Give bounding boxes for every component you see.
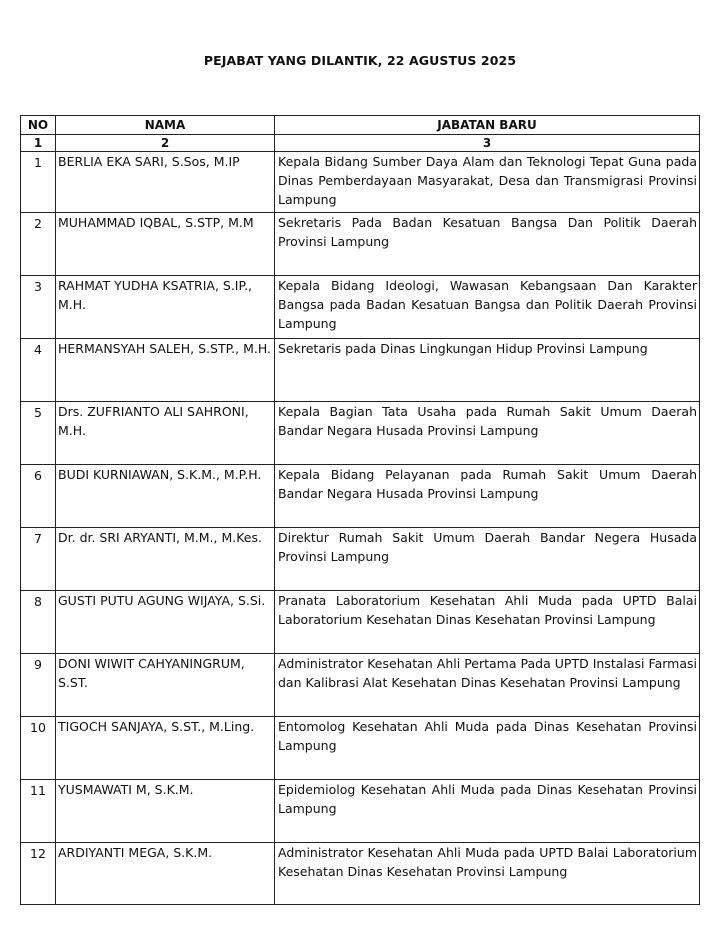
- row-number: 8: [21, 591, 56, 654]
- row-number: 9: [21, 654, 56, 717]
- column-number-jabatan: 3: [275, 135, 700, 152]
- official-name: GUSTI PUTU AGUNG WIJAYA, S.Si.: [56, 591, 275, 654]
- row-number: 5: [21, 402, 56, 465]
- new-position: Kepala Bidang Ideologi, Wawasan Kebangsaan Dan Karakter Bangsa pada Badan Kesatuan Bangsa dan Politik Daerah Provinsi Lampung: [275, 276, 700, 339]
- page-title: PEJABAT YANG DILANTIK, 22 AGUSTUS 2025: [203, 53, 517, 68]
- column-number-no: 1: [21, 135, 56, 152]
- row-number: 12: [21, 843, 56, 905]
- table-row: [21, 276, 700, 339]
- new-position: Direktur Rumah Sakit Umum Daerah Bandar Negera Husada Provinsi Lampung: [275, 528, 700, 591]
- table-row: [21, 528, 700, 591]
- table-row: [21, 780, 700, 843]
- new-position: Kepala Bagian Tata Usaha pada Rumah Sakit Umum Daerah Bandar Negara Husada Provinsi Lampung: [275, 402, 700, 465]
- row-number: 1: [21, 152, 56, 213]
- column-number-row: [21, 135, 700, 152]
- table-header-row: [21, 116, 700, 135]
- official-name: Drs. ZUFRIANTO ALI SAHRONI, M.H.: [56, 402, 275, 465]
- table-row: [21, 654, 700, 717]
- table-row: [21, 717, 700, 780]
- row-number: 11: [21, 780, 56, 843]
- new-position: Kepala Bidang Pelayanan pada Rumah Sakit Umum Daerah Bandar Negara Husada Provinsi Lampung: [275, 465, 700, 528]
- official-name: BERLIA EKA SARI, S.Sos, M.IP: [56, 152, 275, 213]
- table-row: [21, 465, 700, 528]
- new-position: Sekretaris pada Dinas Lingkungan Hidup Provinsi Lampung: [275, 339, 700, 402]
- new-position: Pranata Laboratorium Kesehatan Ahli Muda pada UPTD Balai Laboratorium Kesehatan Dinas Kesehatan Provinsi Lampung: [275, 591, 700, 654]
- row-number: 4: [21, 339, 56, 402]
- row-number: 10: [21, 717, 56, 780]
- row-number: 3: [21, 276, 56, 339]
- officials-table: [20, 115, 700, 905]
- new-position: Sekretaris Pada Badan Kesatuan Bangsa Dan Politik Daerah Provinsi Lampung: [275, 213, 700, 276]
- official-name: TIGOCH SANJAYA, S.ST., M.Ling.: [56, 717, 275, 780]
- official-name: RAHMAT YUDHA KSATRIA, S.IP., M.H.: [56, 276, 275, 339]
- official-name: HERMANSYAH SALEH, S.STP., M.H.: [56, 339, 275, 402]
- table-row: [21, 843, 700, 905]
- row-number: 2: [21, 213, 56, 276]
- header-no: NO: [21, 116, 56, 135]
- table-row: [21, 402, 700, 465]
- header-jabatan: JABATAN BARU: [275, 116, 700, 135]
- new-position: Entomolog Kesehatan Ahli Muda pada Dinas Kesehatan Provinsi Lampung: [275, 717, 700, 780]
- official-name: ARDIYANTI MEGA, S.K.M.: [56, 843, 275, 905]
- new-position: Administrator Kesehatan Ahli Muda pada UPTD Balai Laboratorium Kesehatan Dinas Kesehatan Provinsi Lampung: [275, 843, 700, 905]
- column-number-nama: 2: [56, 135, 275, 152]
- row-number: 7: [21, 528, 56, 591]
- official-name: BUDI KURNIAWAN, S.K.M., M.P.H.: [56, 465, 275, 528]
- official-name: DONI WIWIT CAHYANINGRUM, S.ST.: [56, 654, 275, 717]
- new-position: Epidemiolog Kesehatan Ahli Muda pada Dinas Kesehatan Provinsi Lampung: [275, 780, 700, 843]
- new-position: Kepala Bidang Sumber Daya Alam dan Teknologi Tepat Guna pada Dinas Pemberdayaan Masyarakat, Desa dan Transmigrasi Provinsi Lampung: [275, 152, 700, 213]
- official-name: Dr. dr. SRI ARYANTI, M.M., M.Kes.: [56, 528, 275, 591]
- new-position: Administrator Kesehatan Ahli Pertama Pada UPTD Instalasi Farmasi dan Kalibrasi Alat Kesehatan Dinas Kesehatan Provinsi Lampung: [275, 654, 700, 717]
- header-nama: NAMA: [56, 116, 275, 135]
- table-row: [21, 213, 700, 276]
- table-row: [21, 339, 700, 402]
- row-number: 6: [21, 465, 56, 528]
- official-name: MUHAMMAD IQBAL, S.STP, M.M: [56, 213, 275, 276]
- table-row: [21, 591, 700, 654]
- table-row: [21, 152, 700, 213]
- official-name: YUSMAWATI M, S.K.M.: [56, 780, 275, 843]
